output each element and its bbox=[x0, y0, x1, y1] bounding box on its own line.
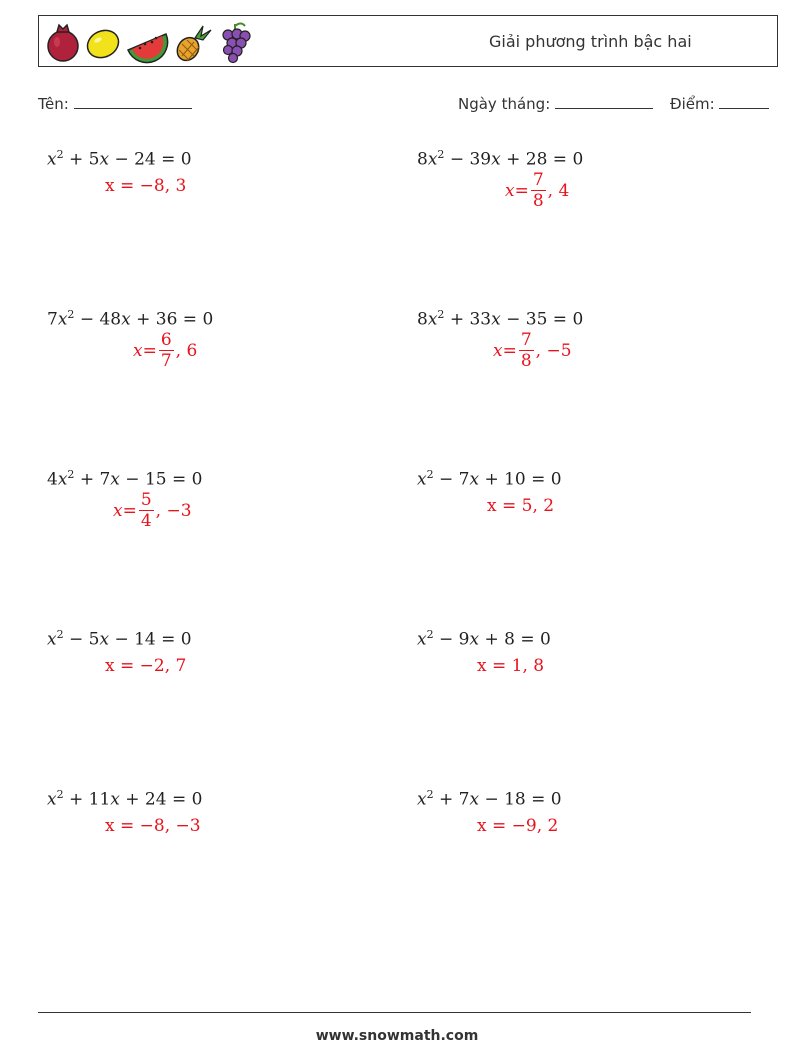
quadratic-problem bbox=[417, 788, 562, 810]
answer bbox=[477, 816, 558, 836]
quadratic-problem bbox=[47, 788, 202, 810]
problem-equation bbox=[417, 308, 583, 330]
lemon-icon bbox=[85, 20, 121, 64]
answer-text: x = 1, 8 bbox=[477, 656, 545, 676]
quadratic-problem bbox=[47, 308, 213, 330]
exponent: 2 bbox=[437, 308, 445, 321]
answer-text: x = −8, 3 bbox=[105, 176, 187, 196]
variable: x bbox=[47, 629, 57, 650]
answer-rest: , −5 bbox=[535, 341, 572, 361]
variable: x bbox=[57, 309, 68, 330]
score-field bbox=[670, 94, 769, 113]
answer bbox=[493, 332, 572, 370]
variable: x bbox=[469, 629, 480, 650]
exponent: 2 bbox=[56, 788, 64, 801]
coef-a: 8 bbox=[417, 309, 428, 330]
answer bbox=[105, 816, 201, 836]
answer bbox=[505, 172, 569, 210]
quadratic-problem bbox=[417, 148, 583, 170]
quadratic-problem bbox=[47, 148, 192, 170]
coef-a: 4 bbox=[47, 469, 58, 490]
answer-variable: x bbox=[113, 501, 123, 521]
problem-equation bbox=[47, 788, 202, 810]
coef-b: − 48 bbox=[79, 309, 122, 330]
answer bbox=[105, 656, 186, 676]
score-blank[interactable] bbox=[719, 94, 769, 109]
variable: x bbox=[57, 469, 68, 490]
quadratic-problem bbox=[47, 628, 192, 650]
problem-equation bbox=[47, 628, 192, 650]
variable: x bbox=[110, 469, 120, 490]
answer-fraction bbox=[159, 332, 174, 370]
answer bbox=[133, 332, 197, 370]
variable: x bbox=[110, 789, 120, 810]
variable: x bbox=[99, 629, 110, 650]
answer-equals: = bbox=[122, 501, 137, 521]
fraction-denominator: 7 bbox=[160, 351, 172, 371]
variable: x bbox=[47, 789, 57, 810]
score-label: Điểm: bbox=[670, 95, 715, 113]
variable: x bbox=[417, 789, 427, 810]
name-blank[interactable] bbox=[74, 94, 192, 109]
answer-fraction bbox=[519, 332, 534, 370]
date-blank[interactable] bbox=[555, 94, 653, 109]
worksheet-title: Giải phương trình bậc hai bbox=[489, 32, 692, 51]
exponent: 2 bbox=[67, 308, 75, 321]
constant-term: − 18 = 0 bbox=[484, 789, 562, 810]
variable: x bbox=[417, 469, 427, 490]
variable: x bbox=[99, 149, 110, 170]
answer-rest: , −3 bbox=[155, 501, 192, 521]
answer-variable: x bbox=[505, 181, 515, 201]
answer-equals: = bbox=[502, 341, 517, 361]
exponent: 2 bbox=[56, 628, 64, 641]
coef-b: + 11 bbox=[69, 789, 111, 810]
quadratic-problem bbox=[47, 468, 202, 490]
constant-term: + 10 = 0 bbox=[484, 469, 562, 490]
coef-b: − 39 bbox=[449, 149, 492, 170]
constant-term: + 28 = 0 bbox=[506, 149, 584, 170]
coef-a: 7 bbox=[47, 309, 58, 330]
answer bbox=[477, 656, 544, 676]
name-label: Tên: bbox=[38, 95, 69, 113]
constant-term: + 24 = 0 bbox=[125, 789, 203, 810]
variable: x bbox=[491, 149, 501, 170]
variable: x bbox=[417, 629, 427, 650]
answer-equals: = bbox=[142, 341, 157, 361]
constant-term: + 8 = 0 bbox=[484, 629, 551, 650]
website-footer: www.snowmath.com bbox=[315, 1028, 479, 1044]
coef-b: + 33 bbox=[449, 309, 492, 330]
fraction-numerator: 7 bbox=[520, 330, 532, 350]
grapes-icon bbox=[217, 20, 253, 64]
coef-b: + 7 bbox=[439, 789, 470, 810]
quadratic-problem bbox=[417, 468, 562, 490]
constant-term: − 24 = 0 bbox=[114, 149, 192, 170]
quadratic-problem bbox=[417, 308, 583, 330]
problem-equation bbox=[47, 308, 213, 330]
constant-term: − 14 = 0 bbox=[114, 629, 192, 650]
answer-variable: x bbox=[133, 341, 143, 361]
answer-text: x = 5, 2 bbox=[487, 496, 555, 516]
fraction-numerator: 5 bbox=[140, 490, 152, 510]
exponent: 2 bbox=[67, 468, 75, 481]
answer-text: x = −8, −3 bbox=[105, 816, 201, 836]
variable: x bbox=[427, 309, 438, 330]
problem-equation bbox=[417, 788, 562, 810]
variable: x bbox=[427, 149, 438, 170]
variable: x bbox=[47, 149, 57, 170]
pineapple-icon bbox=[173, 20, 213, 64]
coef-b: + 7 bbox=[79, 469, 111, 490]
problem-equation bbox=[417, 468, 562, 490]
constant-term: − 15 = 0 bbox=[125, 469, 203, 490]
answer bbox=[105, 176, 186, 196]
variable: x bbox=[121, 309, 131, 330]
problem-equation bbox=[47, 148, 192, 170]
watermelon-icon bbox=[125, 20, 169, 64]
exponent: 2 bbox=[426, 468, 434, 481]
answer-text: x = −9, 2 bbox=[477, 816, 559, 836]
name-field bbox=[38, 94, 192, 113]
fruit-icons bbox=[45, 19, 257, 65]
exponent: 2 bbox=[437, 148, 445, 161]
coef-b: + 5 bbox=[69, 149, 100, 170]
answer bbox=[487, 496, 554, 516]
coef-b: − 7 bbox=[439, 469, 470, 490]
problem-equation bbox=[47, 468, 202, 490]
quadratic-problem bbox=[417, 628, 551, 650]
coef-b: − 9 bbox=[439, 629, 470, 650]
variable: x bbox=[491, 309, 501, 330]
date-label: Ngày tháng: bbox=[458, 95, 551, 113]
exponent: 2 bbox=[426, 628, 434, 641]
answer-text: x = −2, 7 bbox=[105, 656, 187, 676]
answer-fraction bbox=[531, 172, 546, 210]
footer-divider bbox=[38, 1012, 751, 1013]
fraction-numerator: 6 bbox=[160, 330, 172, 350]
variable: x bbox=[469, 469, 480, 490]
exponent: 2 bbox=[426, 788, 434, 801]
problem-equation bbox=[417, 628, 551, 650]
answer bbox=[113, 492, 192, 530]
answer-fraction bbox=[139, 492, 154, 530]
answer-rest: , 4 bbox=[547, 181, 570, 201]
answer-variable: x bbox=[493, 341, 503, 361]
problem-equation bbox=[417, 148, 583, 170]
coef-a: 8 bbox=[417, 149, 428, 170]
variable: x bbox=[469, 789, 480, 810]
fraction-numerator: 7 bbox=[532, 170, 544, 190]
fraction-denominator: 4 bbox=[140, 511, 152, 531]
coef-b: − 5 bbox=[69, 629, 100, 650]
date-field bbox=[458, 94, 653, 113]
answer-rest: , 6 bbox=[175, 341, 198, 361]
constant-term: − 35 = 0 bbox=[506, 309, 584, 330]
exponent: 2 bbox=[56, 148, 64, 161]
fraction-denominator: 8 bbox=[520, 351, 532, 371]
answer-equals: = bbox=[514, 181, 529, 201]
constant-term: + 36 = 0 bbox=[136, 309, 214, 330]
pomegranate-icon bbox=[45, 20, 81, 64]
fraction-denominator: 8 bbox=[532, 191, 544, 211]
worksheet-header bbox=[38, 15, 778, 67]
